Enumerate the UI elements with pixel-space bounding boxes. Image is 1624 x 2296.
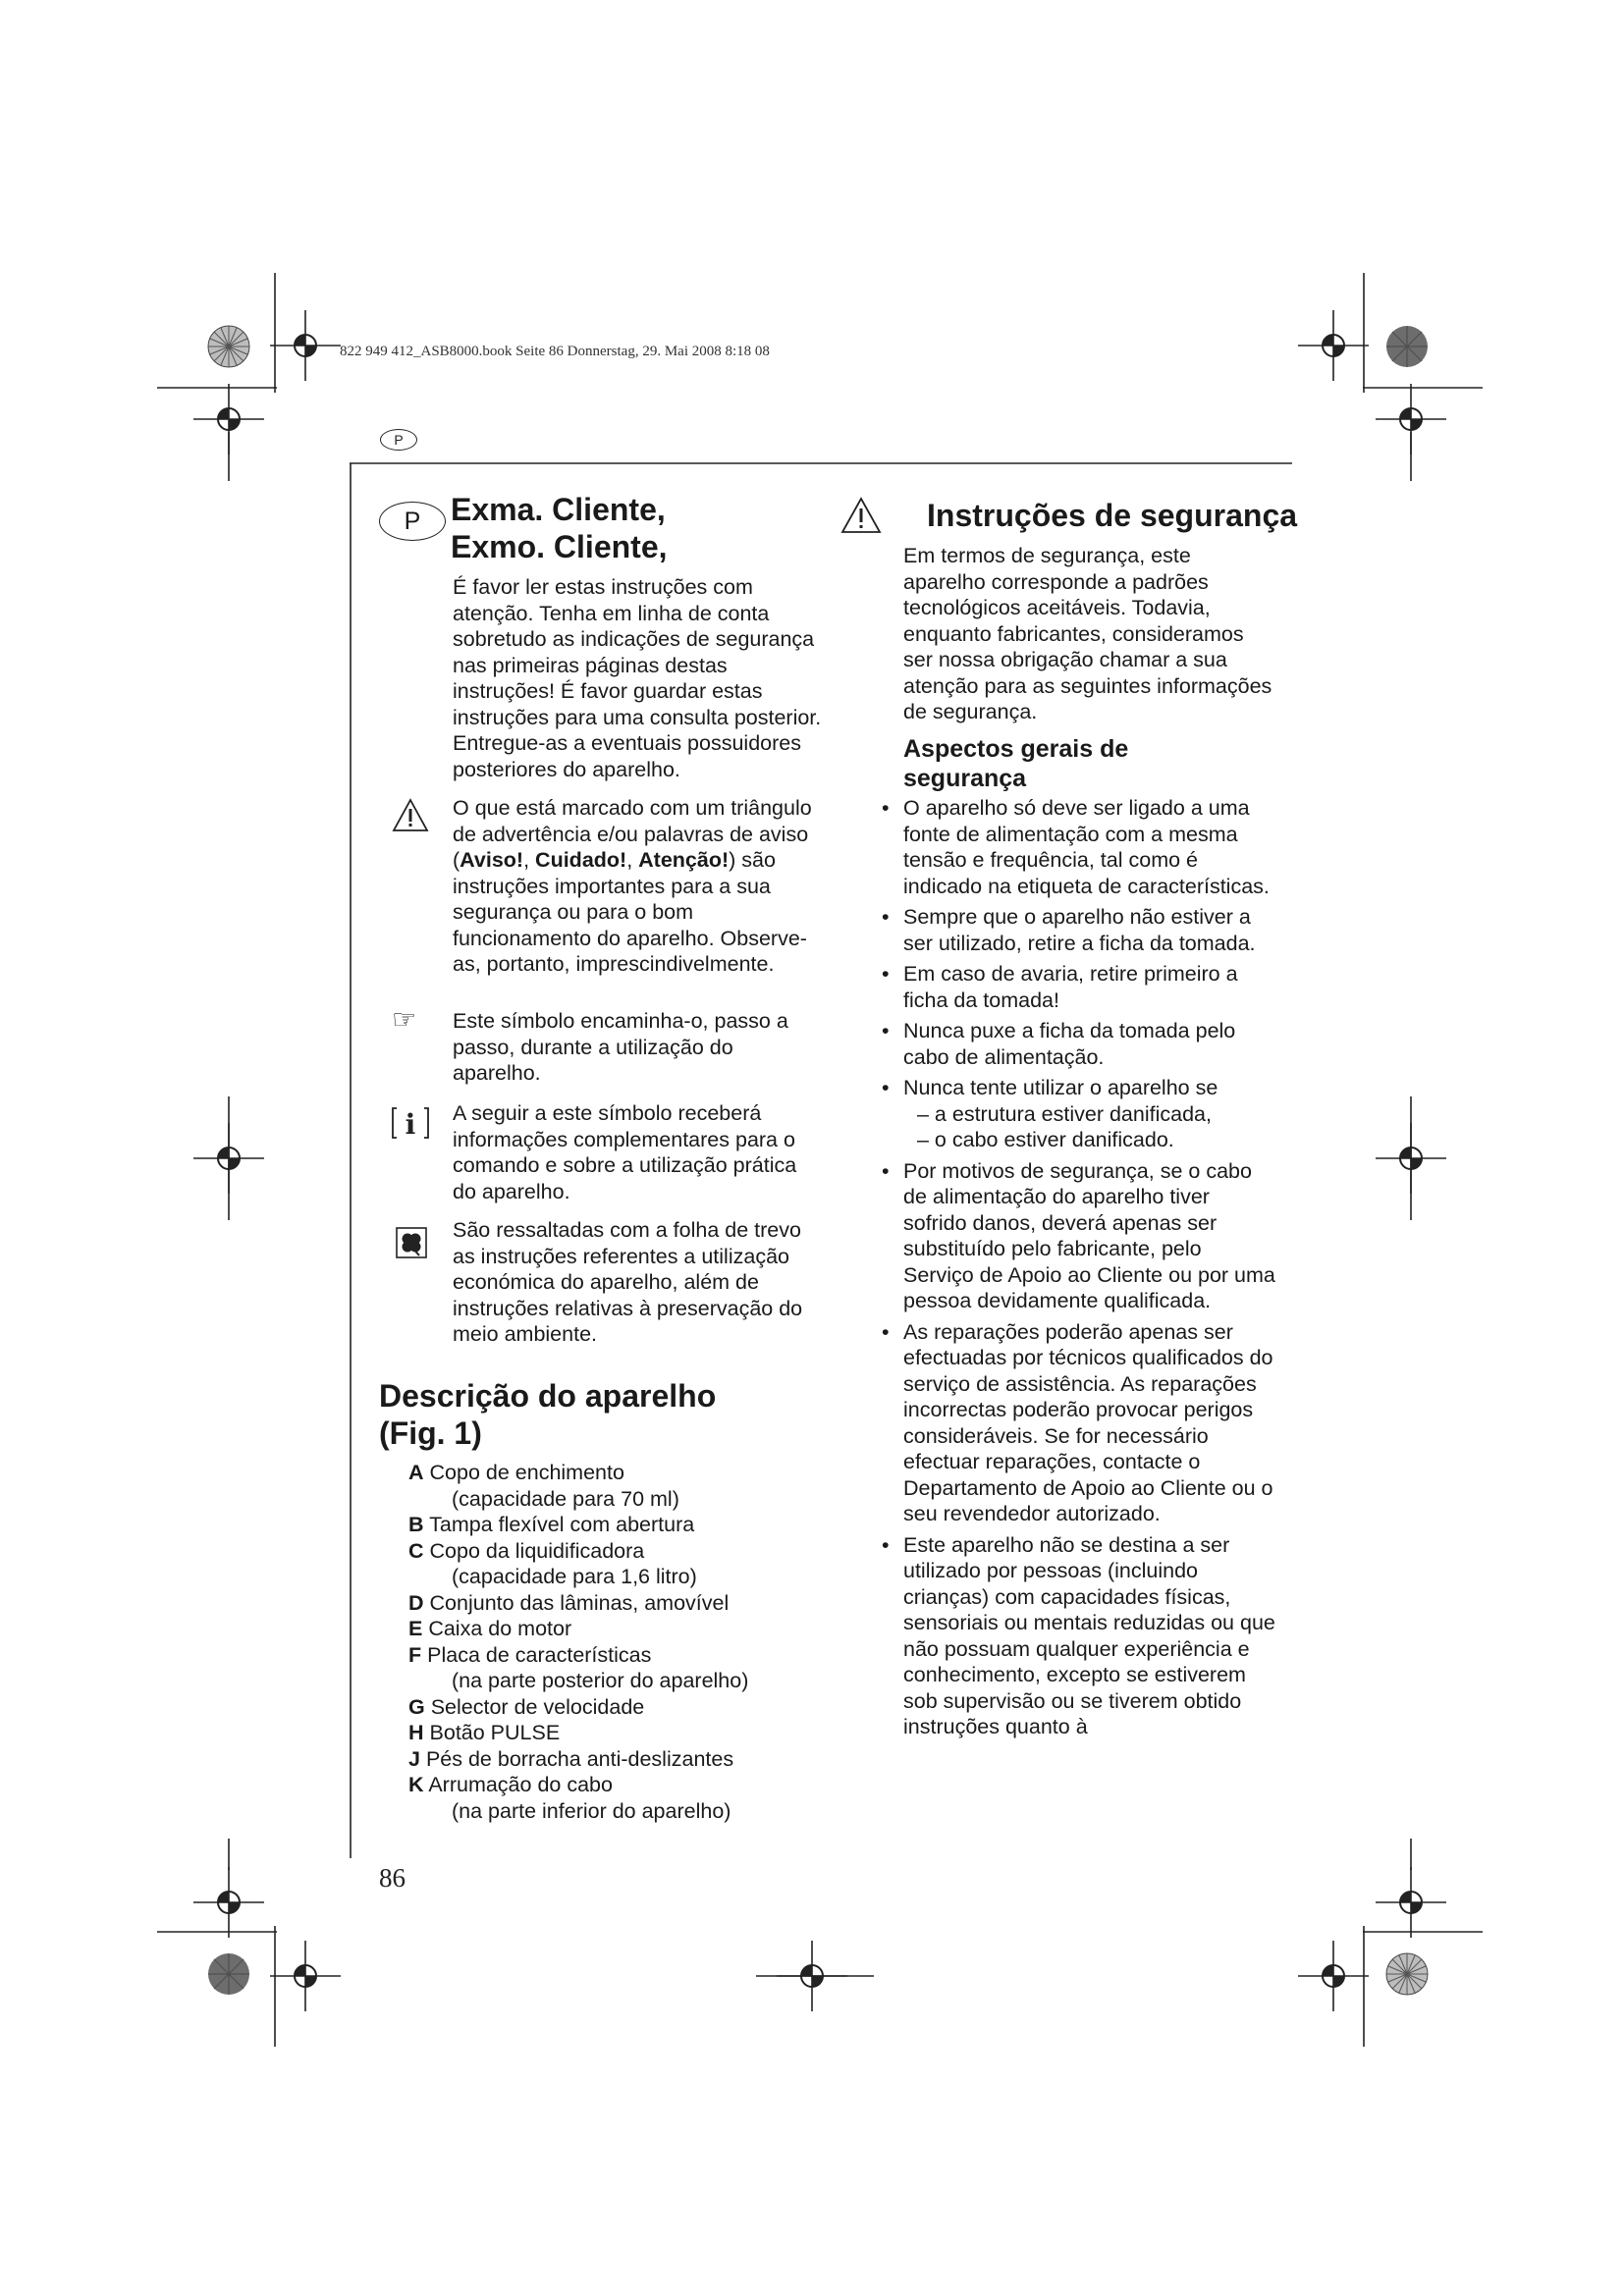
safety-bullet: • Por motivos de segurança, se o cabo de alimentação do aparelho tiver sofrido danos, deverá apenas ser substituído pelo fabricante, pelo Serviço de Apoio ao Cliente ou por uma pessoa devidamente qualificada.	[882, 1158, 1276, 1314]
warning-paragraph	[453, 795, 826, 978]
part-item	[408, 1694, 821, 1721]
safety-subitem: – o cabo estiver danificado.	[917, 1128, 1174, 1151]
info-icon	[391, 1105, 430, 1141]
general-safety-heading	[903, 734, 1128, 793]
part-item	[408, 1616, 821, 1642]
registration-target	[208, 1953, 249, 1995]
registration-target	[270, 310, 341, 381]
warning-word-aviso: Aviso!	[460, 848, 524, 872]
warning-word-cuidado: Cuidado!	[535, 848, 627, 872]
info-symbol-paragraph: A seguir a este símbolo receberá informações complementares para o comando e sobre a utilização prática do aparelho.	[453, 1101, 797, 1203]
safety-bullet: • O aparelho só deve ser ligado a uma fonte de alimentação com a mesma tensão e frequência, tal como é indicado na etiqueta de características.	[882, 795, 1276, 899]
safety-bullet: • Sempre que o aparelho não estiver a ser utilizado, retire a ficha da tomada.	[882, 904, 1276, 956]
part-item	[408, 1512, 821, 1538]
safety-bullet-list	[882, 795, 1276, 1745]
registration-target	[270, 1941, 341, 2011]
warning-text-end: ) são instruções importantes para a sua segurança ou para o bom funcionamento do aparelho. Observe-as, portanto, imprescindivelmente.	[453, 848, 807, 976]
part-label: Arrumação do cabo	[428, 1773, 613, 1796]
safety-bullet: • Nunca puxe a ficha da tomada pelo cabo de alimentação.	[882, 1018, 1276, 1070]
safety-bullet-text: Nunca tente utilizar o aparelho se	[903, 1076, 1218, 1099]
part-item	[408, 1460, 821, 1486]
part-item	[408, 1772, 821, 1798]
safety-bullet-with-subitems	[882, 1075, 1276, 1153]
part-item	[408, 1642, 821, 1669]
safety-subitem: – a estrutura estiver danificada,	[917, 1101, 1212, 1126]
intro-paragraph: É favor ler estas instruções com atenção. Tenha em linha de conta sobretudo as indicações de segurança nas primeiras páginas destas instruções! É favor guardar estas instruções para uma consulta posterior. Entregue-as a eventuais possuidores posteriores do aparelho.	[453, 575, 822, 781]
safety-bullet: • As reparações poderão apenas ser efectuadas por técnicos qualificados do serviço de assistência. As reparações incorrectas poderão provocar perigos consideráveis. Se for necessário efectuar reparações, contacte o Departamento de Apoio ao Cliente ou o seu revendedor autorizado.	[882, 1319, 1276, 1527]
hand-symbol-paragraph: Este símbolo encaminha-o, passo a passo, durante a utilização do aparelho.	[453, 1009, 788, 1085]
part-letter: A	[408, 1461, 424, 1484]
part-label: Selector de velocidade	[430, 1694, 645, 1719]
safety-title: Instruções de segurança	[927, 498, 1298, 533]
part-label: Conjunto das lâminas, amovível	[429, 1590, 730, 1615]
safety-bullet: • Este aparelho não se destina a ser utilizado por pessoas (incluindo crianças) com capacidades físicas, sensoriais ou mentais reduzidas ou que não possuam qualquer experiência e conhecimento, excepto se estiverem sob supervisão ou se tiverem obtido instruções quanto à	[882, 1532, 1276, 1740]
part-letter: K	[408, 1773, 424, 1796]
part-letter: J	[408, 1746, 420, 1771]
description-fig-ref: (Fig. 1)	[379, 1415, 482, 1451]
svg-text:i: i	[405, 1108, 416, 1141]
part-label: Pés de borracha anti-deslizantes	[425, 1746, 734, 1771]
part-letter: E	[408, 1617, 423, 1640]
part-note: (na parte inferior do aparelho)	[452, 1798, 731, 1823]
description-title: Descrição do aparelho	[379, 1378, 717, 1414]
clover-leaf-icon	[396, 1227, 427, 1258]
part-letter: D	[408, 1590, 424, 1615]
part-letter: H	[408, 1721, 424, 1744]
part-letter: B	[408, 1513, 424, 1536]
part-item	[408, 1538, 821, 1565]
part-letter: G	[408, 1694, 425, 1719]
part-note: (capacidade para 1,6 litro)	[452, 1565, 697, 1588]
greeting-line-1: Exma. Cliente,	[451, 492, 666, 527]
registration-target	[1386, 326, 1428, 367]
part-label: Botão PULSE	[429, 1721, 561, 1744]
warning-text: O que está marcado com um triângulo de advertência e/ou palavras de aviso (	[453, 796, 812, 872]
part-label: Placa de características	[427, 1642, 652, 1667]
warning-triangle-icon	[840, 496, 882, 535]
part-item	[408, 1590, 821, 1617]
part-letter: F	[408, 1642, 422, 1667]
greeting-line-2: Exmo. Cliente,	[451, 529, 668, 564]
warning-separator: ,	[626, 848, 639, 872]
part-letter: C	[408, 1538, 424, 1563]
language-badge: P	[380, 429, 417, 451]
language-badge-large: P	[379, 502, 446, 541]
parts-list	[408, 1460, 821, 1824]
part-label: Copo de enchimento	[429, 1461, 624, 1484]
registration-target	[193, 1123, 264, 1194]
registration-target	[1386, 1953, 1428, 1995]
registration-target	[1376, 1123, 1446, 1194]
registration-target	[193, 1867, 264, 1938]
print-job-line: 822 949 412_ASB8000.book Seite 86 Donnerstag, 29. Mai 2008 8:18 08	[340, 344, 770, 359]
part-label: Tampa flexível com abertura	[429, 1513, 695, 1536]
safety-bullet: • Em caso de avaria, retire primeiro a ficha da tomada!	[882, 961, 1276, 1013]
general-safety-heading-line-2: segurança	[903, 765, 1027, 792]
warning-separator: ,	[523, 848, 536, 872]
greeting-title	[451, 491, 668, 565]
pointing-hand-icon: ☞	[392, 1003, 417, 1036]
registration-target	[1376, 1867, 1446, 1938]
part-item	[408, 1720, 821, 1746]
safety-intro: Em termos de segurança, este aparelho corresponde a padrões tecnológicos aceitáveis. Todavia, enquanto fabricantes, consideramos ser nossa obrigação chamar a sua atenção para as seguintes informações de segurança.	[903, 544, 1272, 723]
part-label: Caixa do motor	[428, 1617, 572, 1640]
part-note: (na parte posterior do aparelho)	[452, 1669, 749, 1692]
description-heading	[379, 1377, 716, 1452]
part-label: Copo da liquidificadora	[429, 1538, 645, 1563]
part-note: (capacidade para 70 ml)	[452, 1486, 679, 1511]
part-item	[408, 1746, 821, 1773]
eco-symbol-paragraph: São ressaltadas com a folha de trevo as instruções referentes a utilização económica do aparelho, além de instruções relativas à preservação do meio ambiente.	[453, 1218, 803, 1346]
registration-target	[208, 326, 249, 367]
general-safety-heading-line-1: Aspectos gerais de	[903, 735, 1129, 763]
warning-triangle-icon	[392, 797, 429, 832]
page-number: 86	[379, 1863, 406, 1893]
registration-target	[1298, 310, 1369, 381]
warning-word-atencao: Atenção!	[638, 848, 730, 872]
registration-target	[1298, 1941, 1369, 2011]
